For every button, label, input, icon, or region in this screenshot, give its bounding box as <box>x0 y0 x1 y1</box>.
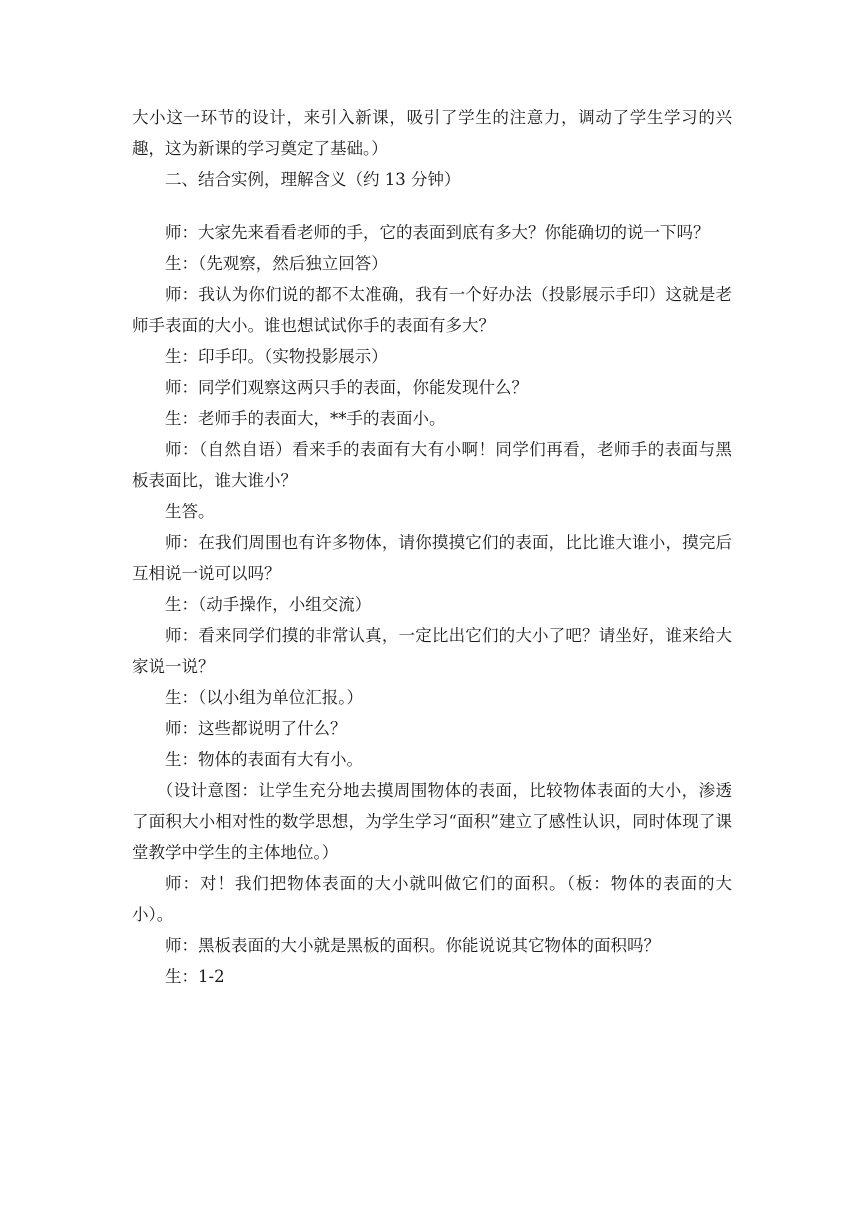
dialogue-line: 生：（动手操作，小组交流） <box>165 595 372 614</box>
dialogue-line: 师：这些都说明了什么？ <box>165 719 347 738</box>
dialogue-line: 师：在我们周围也有许多物体，请你摸摸它们的表面，比比谁大谁小，摸完后互相说一说可以吗？ <box>132 533 732 583</box>
dialogue-line: 生：（先观察，然后独立回答） <box>165 254 388 273</box>
section-heading-2: 二、结合实例，理解含义（约 13 分钟） <box>165 170 461 189</box>
dialogue-line: 生答。 <box>165 502 215 521</box>
dialogue-line: 生：印手印。（实物投影展示） <box>165 347 388 366</box>
document-body <box>132 102 732 992</box>
dialogue-line: 师：（自然自语）看来手的表面有大有小啊！同学们再看，老师手的表面与黑板表面比，谁大谁小？ <box>132 440 732 490</box>
dialogue-line: 生：物体的表面有大有小。 <box>165 750 363 769</box>
paragraph-design-note-continued: 大小这一环节的设计，来引入新课，吸引了学生的注意力，调动了学生学习的兴趣，这为新课的学习奠定了基础。） <box>132 108 732 158</box>
dialogue-line: 师：对！我们把物体表面的大小就叫做它们的面积。（板：物体的表面的大小）。 <box>132 874 732 924</box>
dialogue-line: 生：1-2 <box>165 967 225 986</box>
dialogue-line: 生：（以小组为单位汇报。） <box>165 688 363 707</box>
dialogue-line: 师：看来同学们摸的非常认真，一定比出它们的大小了吧？请坐好，谁来给大家说一说？ <box>132 626 732 676</box>
dialogue-line: 师：同学们观察这两只手的表面，你能发现什么？ <box>165 378 528 397</box>
dialogue-line: 师：黑板表面的大小就是黑板的面积。你能说说其它物体的面积吗？ <box>165 936 660 955</box>
dialogue-line: 师：我认为你们说的都不太准确，我有一个好办法（投影展示手印）这就是老师手表面的大小。谁也想试试你手的表面有多大？ <box>132 285 732 335</box>
dialogue-line: 生：老师手的表面大，**手的表面小。 <box>165 409 446 428</box>
paragraph-design-note: （设计意图：让学生充分地去摸周围物体的表面，比较物体表面的大小，渗透了面积大小相对性的数学思想，为学生学习“面积”建立了感性认识，同时体现了课堂教学中学生的主体地位。） <box>132 781 732 862</box>
dialogue-line: 师：大家先来看看老师的手，它的表面到底有多大？你能确切的说一下吗？ <box>165 223 710 242</box>
